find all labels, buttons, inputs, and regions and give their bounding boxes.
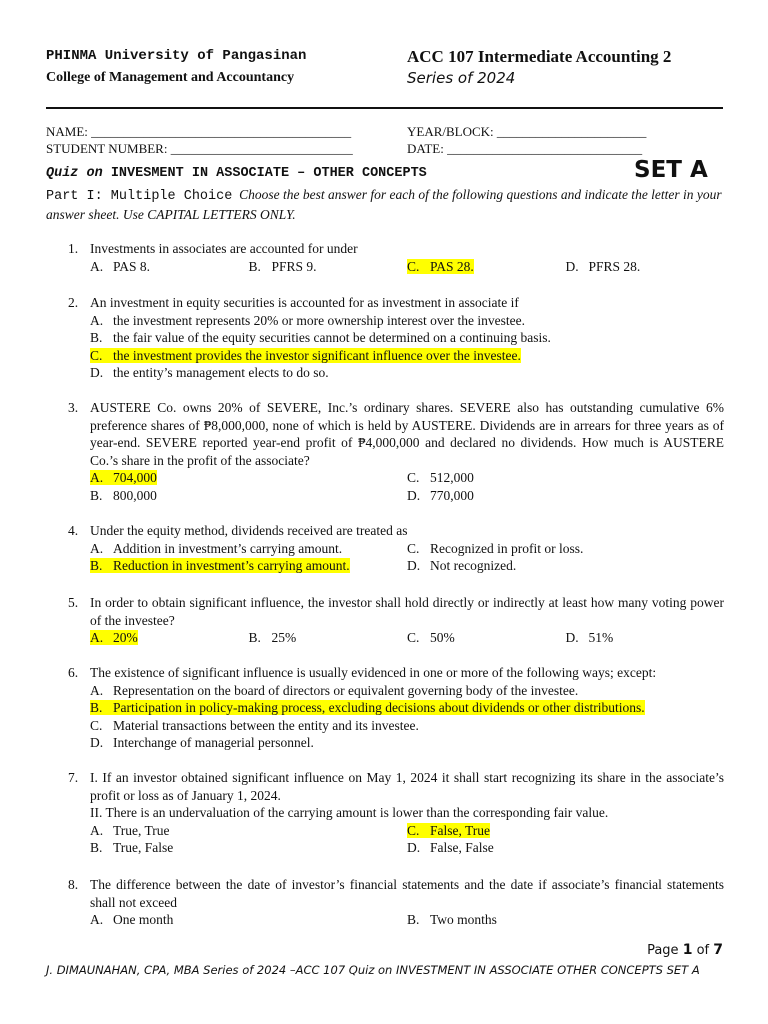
question-stem: In order to obtain significant influence, the investor shall hold directly or indirectly at least how many voting power of the investee?: [90, 595, 724, 628]
page-indicator: Page 1 of 7: [647, 942, 723, 958]
college-name: College of Management and Accountancy: [46, 70, 295, 85]
footer-note: J. DIMAUNAHAN, CPA, MBA Series of 2024 –ACC 107 Quiz on INVESTMENT IN ASSOCIATE OTHER CONCEPTS SET A: [46, 963, 700, 977]
option-d: D. 770,000: [407, 487, 474, 503]
option-c: C. 512,000: [407, 470, 474, 486]
question-stem: The existence of significant influence is usually evidenced in one or more of the following ways; except:: [90, 665, 657, 680]
option-b: [90, 557, 407, 575]
highlighted-answer: A. 20%: [90, 630, 138, 646]
instructions-text: Choose the best answer for each of the following questions and indicate the letter in your answer sheet. Use CAPITAL LETTERS ONLY.: [46, 187, 722, 222]
highlighted-answer: C. PAS 28.: [407, 258, 474, 274]
option-a: A. PAS 8.: [90, 258, 151, 274]
option-d: D. 51%: [565, 630, 614, 646]
part-instructions: [46, 186, 726, 224]
question-number: 7.: [68, 770, 79, 785]
option-b: B. Two months: [407, 912, 497, 928]
highlighted-answer: A. 704,000: [90, 470, 157, 486]
option-b: B. True, False: [90, 840, 174, 856]
option-d: D. Not recognized.: [407, 558, 517, 574]
option-b: B. the fair value of the equity securities cannot be determined on a continuing basis.: [90, 330, 551, 346]
question-stem: AUSTERE Co. owns 20% of SEVERE, Inc.’s ordinary shares. SEVERE also has outstanding cumulative 6% preference shares of ₱8,000,000, none of which is held by AUSTERE. Dividends are in arrears for three years as of year-end. SEVERE reported year-end profit of ₱4,000,000 and declared no dividends. How much is AUSTERE Co.’s share in the profit of the associate?: [90, 400, 724, 468]
question-stem: Under the equity method, dividends received are treated as: [90, 523, 408, 538]
question-5: [68, 594, 724, 647]
question-4: [68, 522, 724, 575]
highlighted-answer: C. False, True: [407, 822, 491, 838]
series-label: Series of 2024: [407, 69, 516, 87]
option-c: C. Material transactions between the entity and its investee.: [90, 717, 419, 733]
highlighted-answer: C. the investment provides the investor significant influence over the investee.: [90, 347, 521, 363]
question-8: [68, 876, 724, 929]
option-b: B. 25%: [248, 630, 297, 646]
question-number: 5.: [68, 595, 79, 610]
option-c: [407, 822, 724, 840]
option-a: A. the investment represents 20% or more ownership interest over the investee.: [90, 312, 526, 328]
option-c: C. Recognized in profit or loss.: [407, 540, 584, 556]
option-b: [90, 699, 724, 717]
quiz-prefix: Quiz on: [46, 166, 103, 181]
option-a: A. True, True: [90, 822, 170, 838]
quiz-title: [46, 166, 427, 181]
question-number: 4.: [68, 523, 79, 538]
option-b: B. 800,000: [90, 487, 157, 503]
part-label: Part I: Multiple Choice: [46, 189, 233, 204]
set-label: SET A: [634, 157, 708, 183]
date-field: DATE: ______________________________: [407, 141, 643, 156]
question-stem: I. If an investor obtained significant influence on May 1, 2024 it shall start recognizing its share in the associate’s profit or loss as of January 1, 2024.: [90, 770, 724, 803]
option-c: [407, 258, 566, 276]
question-2: [68, 294, 724, 382]
option-a: [90, 469, 407, 487]
question-stem: An investment in equity securities is accounted for as investment in associate if: [90, 295, 519, 310]
question-3: [68, 399, 724, 505]
header-divider: [46, 107, 723, 109]
name-field: NAME: ________________________________________: [46, 124, 352, 139]
option-a: A. Addition in investment’s carrying amount.: [90, 540, 343, 556]
option-d: D. False, False: [407, 840, 494, 856]
question-6: [68, 664, 724, 752]
course-title: ACC 107 Intermediate Accounting 2: [407, 47, 672, 66]
highlighted-answer: B. Reduction in investment’s carrying amount.: [90, 558, 350, 574]
option-d: D. the entity’s management elects to do so.: [90, 365, 329, 381]
question-number: 1.: [68, 241, 79, 256]
question-stem: Investments in associates are accounted for under: [90, 241, 358, 256]
option-c: C. 50%: [407, 630, 455, 646]
option-c: [90, 347, 724, 365]
question-stem-2: II. There is an undervaluation of the carrying amount is lower than the corresponding fair value.: [90, 805, 609, 821]
option-b: B. PFRS 9.: [248, 258, 317, 274]
option-d: D. Interchange of managerial personnel.: [90, 735, 314, 751]
highlighted-answer: B. Participation in policy-making process, excluding decisions about dividends or other distributions.: [90, 700, 645, 716]
student-number-field: STUDENT NUMBER: ____________________________: [46, 141, 353, 156]
quiz-topic: INVESMENT IN ASSOCIATE – OTHER CONCEPTS: [110, 166, 427, 181]
option-a: A. One month: [90, 912, 174, 928]
option-a: A. Representation on the board of directors or equivalent governing body of the investee.: [90, 682, 579, 698]
question-number: 3.: [68, 400, 79, 415]
question-number: 2.: [68, 295, 79, 310]
year-block-field: YEAR/BLOCK: _______________________: [407, 124, 647, 139]
university-name: PHINMA University of Pangasinan: [46, 48, 307, 64]
option-d: D. PFRS 28.: [565, 258, 641, 274]
option-a: [90, 629, 249, 647]
question-stem: The difference between the date of investor’s financial statements and the date if associate’s financial statements shall not exceed: [90, 877, 724, 910]
question-number: 8.: [68, 877, 79, 892]
question-number: 6.: [68, 665, 79, 680]
question-7: [68, 769, 724, 857]
question-1: [68, 240, 724, 275]
